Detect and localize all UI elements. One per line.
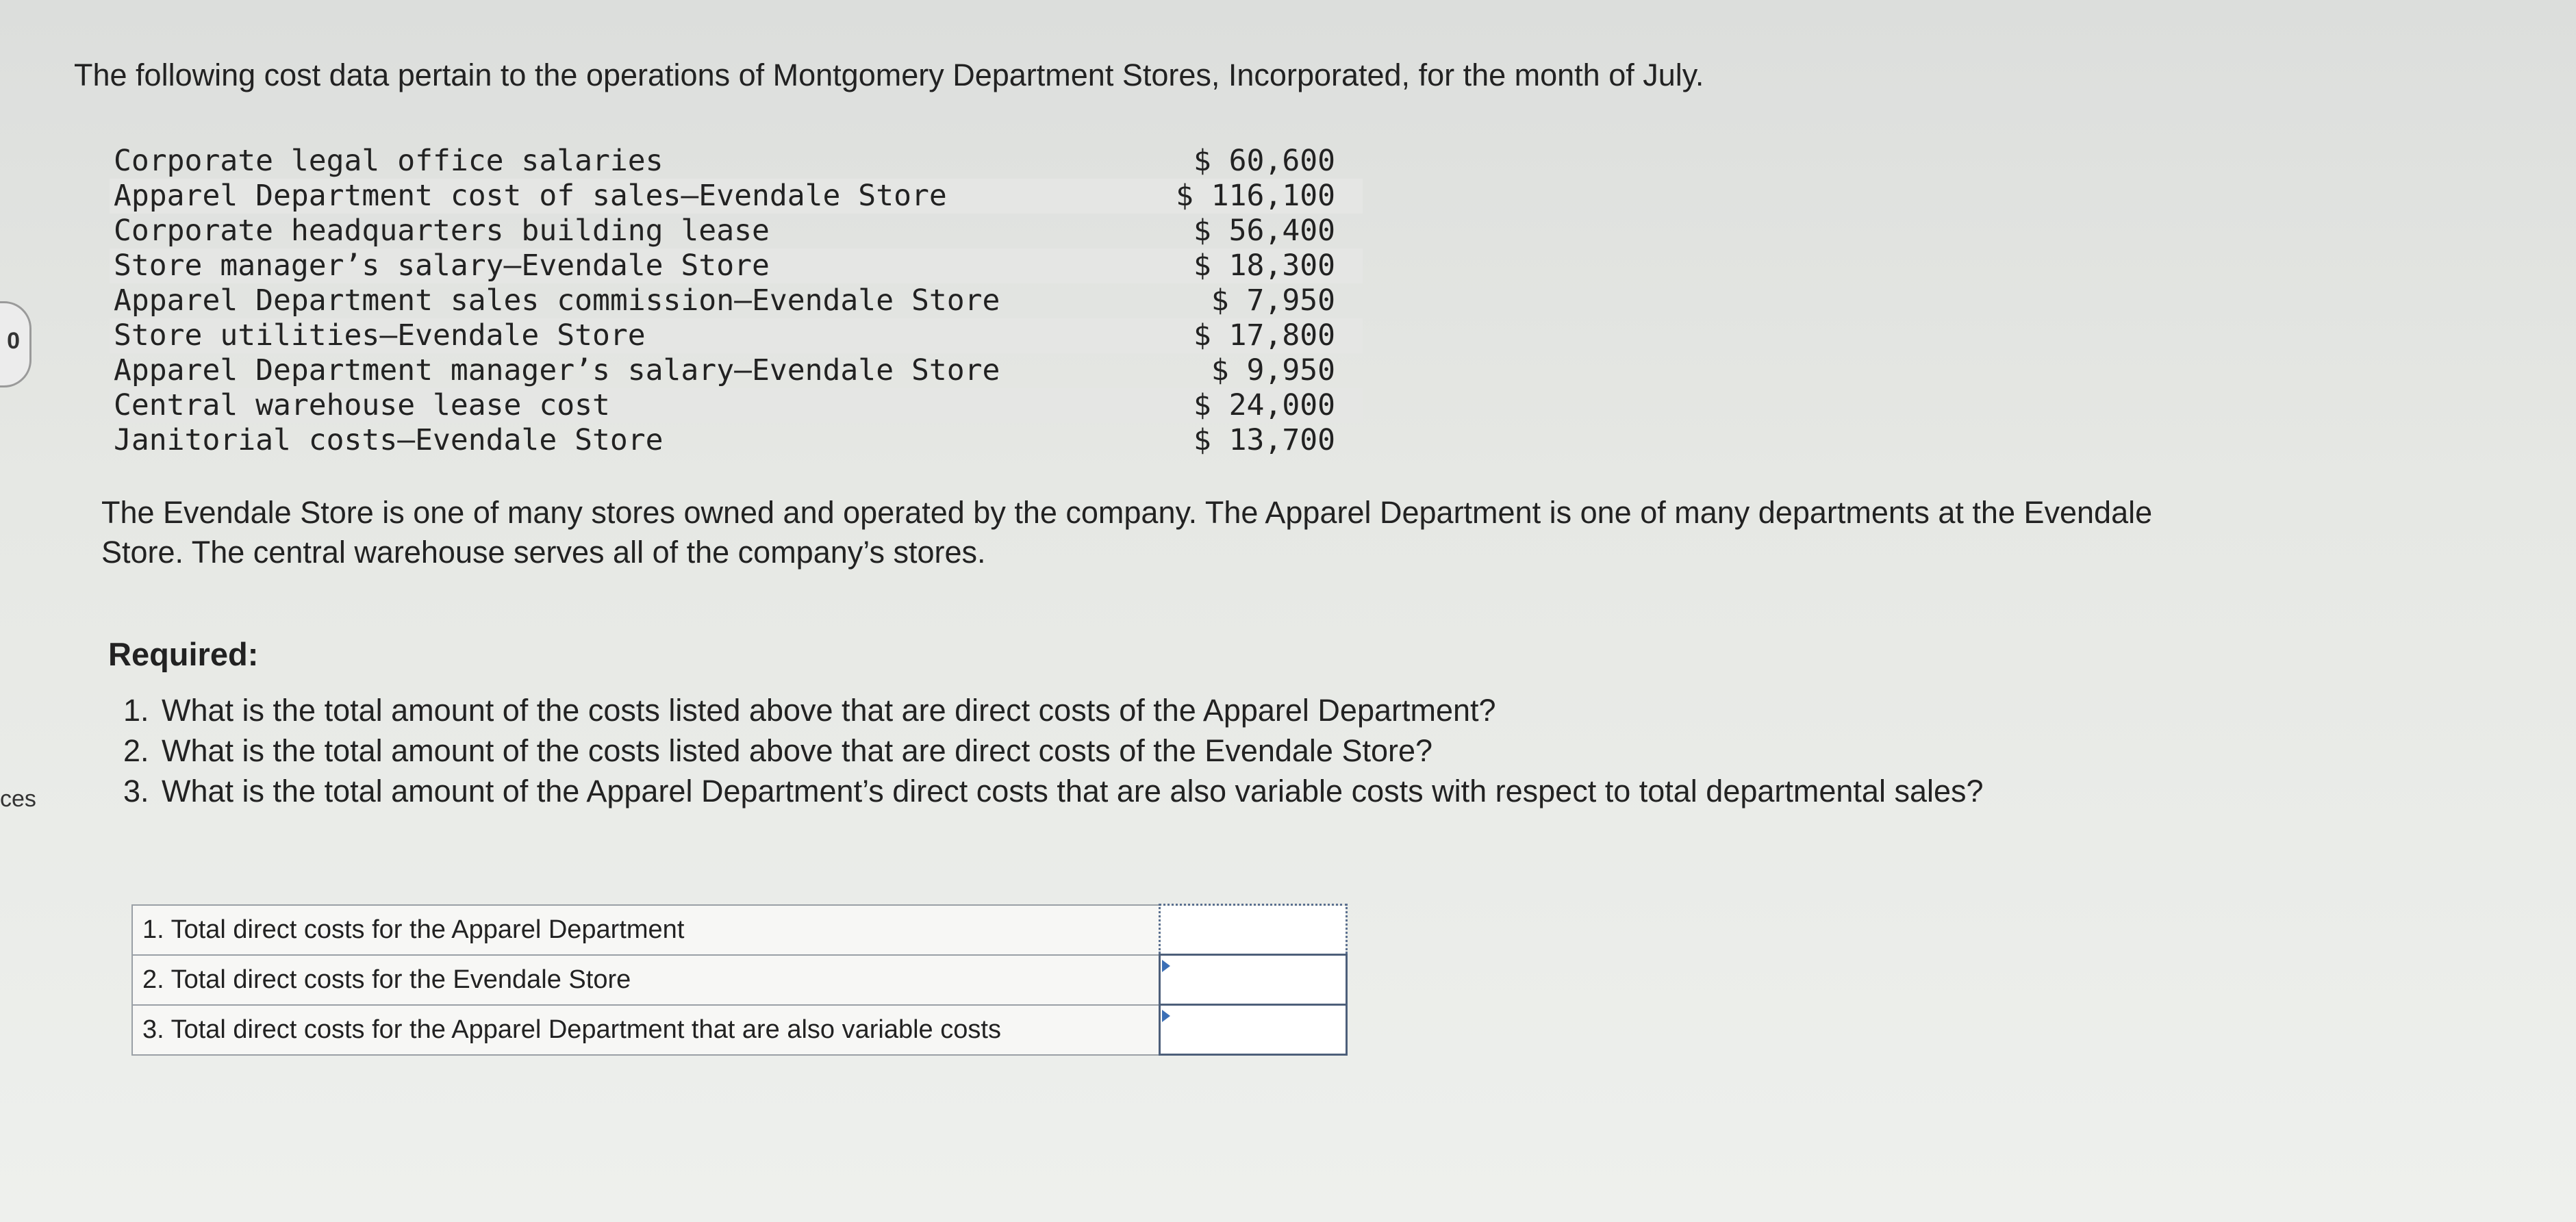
cost-label: Corporate headquarters building lease [114,214,770,248]
cost-amount: $ 7,950 [1211,283,1335,318]
question-list [123,690,2109,811]
question-number: 3. [123,774,149,809]
cost-row [110,318,1363,353]
cost-amount: $ 56,400 [1193,214,1335,248]
cost-label: Store manager’s salary–Evendale Store [114,249,770,283]
cost-row [110,144,1363,179]
answer-row [132,905,1347,955]
field-marker-icon [1162,960,1170,972]
question-number: 1. [123,693,149,728]
answer-row [132,955,1347,1005]
field-marker-icon [1162,1010,1170,1022]
edge-circle-button[interactable] [0,301,31,387]
question-number: 2. [123,733,149,768]
cost-row [110,214,1363,249]
cost-amount: $ 24,000 [1193,388,1335,422]
question-text: What is the total amount of the Apparel Department’s direct costs that are also variable costs with respect to total departmental sales? [162,774,1984,809]
cost-amount: $ 60,600 [1193,144,1335,178]
cost-row [110,353,1363,388]
question-text: What is the total amount of the costs listed above that are direct costs of the Evendale Store? [162,733,1433,768]
cost-label: Apparel Department cost of sales–Evendale Store [114,179,947,213]
cost-amount: $ 18,300 [1193,249,1335,283]
question-item [123,730,2109,771]
cost-label: Apparel Department manager’s salary–Evendale Store [114,353,1000,387]
cost-label: Store utilities–Evendale Store [114,318,646,353]
question-text: What is the total amount of the costs listed above that are direct costs of the Apparel Department? [162,693,1496,728]
cost-row [110,283,1363,318]
edge-circle-text: 0 [7,328,20,354]
cost-label: Janitorial costs–Evendale Store [114,423,664,457]
cost-row [110,249,1363,283]
answer-input-variable[interactable] [1160,1005,1347,1055]
cost-amount: $ 116,100 [1176,179,1335,213]
cost-data-table [110,144,1363,458]
answer-table [131,904,1348,1056]
required-heading: Required: [108,636,259,672]
cost-label: Apparel Department sales commission–Evendale Store [114,283,1000,318]
answer-input-evendale[interactable] [1160,955,1347,1005]
edge-side-text: ces [0,786,36,812]
answer-input-apparel[interactable] [1160,905,1347,955]
cost-amount: $ 9,950 [1211,353,1335,387]
cost-label: Corporate legal office salaries [114,144,664,178]
cost-amount: $ 17,800 [1193,318,1335,353]
cost-amount: $ 13,700 [1193,423,1335,457]
question-item [123,771,2109,811]
context-paragraph: The Evendale Store is one of many stores owned and operated by the company. The Apparel Department is one of many departments at the Evendale Store. The central warehouse serves all of the company’s stores. [101,495,2153,570]
cost-row [110,179,1363,214]
cost-row [110,423,1363,458]
cost-row [110,388,1363,423]
cost-label: Central warehouse lease cost [114,388,610,422]
answer-label: 2. Total direct costs for the Evendale Store [132,955,1160,1005]
intro-text: The following cost data pertain to the operations of Montgomery Department Stores, Incorporated, for the month of July. [74,58,1704,92]
answer-label: 1. Total direct costs for the Apparel Department [132,905,1160,955]
question-item [123,690,2109,730]
answer-row [132,1005,1347,1055]
answer-label: 3. Total direct costs for the Apparel Department that are also variable costs [132,1005,1160,1055]
